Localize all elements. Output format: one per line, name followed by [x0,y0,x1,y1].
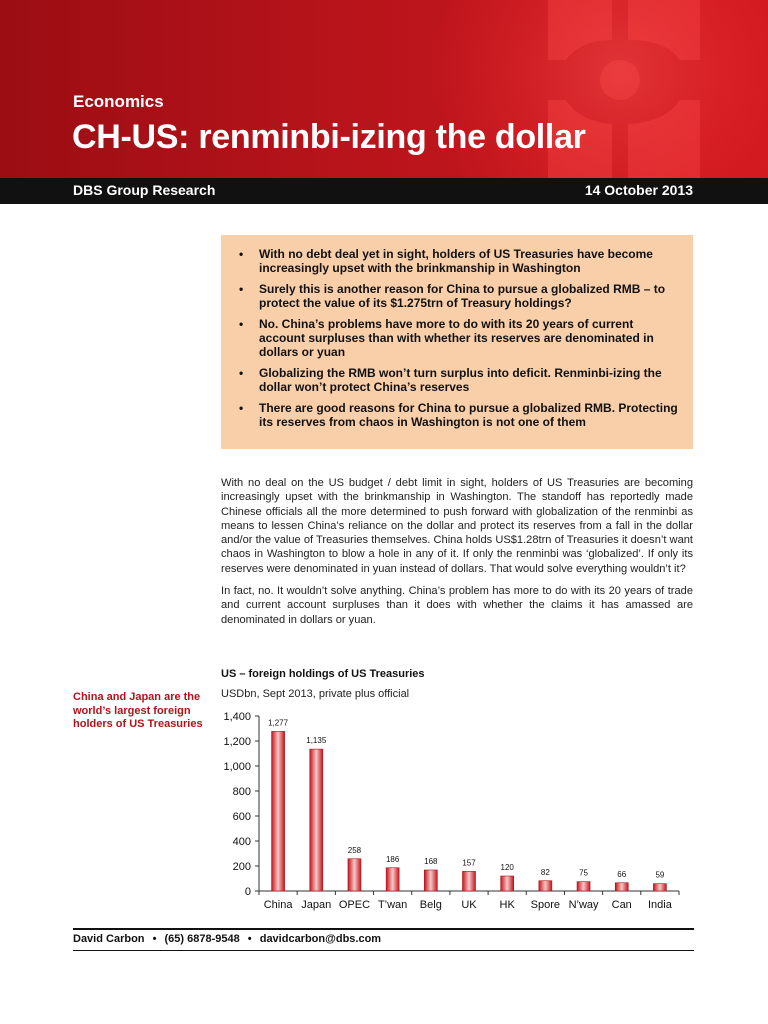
chart-sidenote: China and Japan are the world’s largest foreign holders of US Treasuries [73,691,203,730]
data-label: 186 [385,854,400,864]
bar-can [615,883,628,891]
report-header [0,0,768,178]
bullet-icon: • [239,401,244,415]
category-label: N’way [568,899,599,911]
title-band [0,178,768,204]
bar-china [272,731,285,891]
bar-uk [463,871,476,891]
category-label: China [263,899,293,911]
summary-bullet [235,317,681,359]
footer-divider-bottom [73,950,694,951]
body-paragraph: With no deal on the US budget / debt limit in sight, holders of US Treasuries are becoming increasingly upset with the brinkmanship in Washington. The standoff has reportedly made Chinese officials all the more determined to push forward with globalization of the renminbi as means to lessen China’s reliance on the dollar and protect its reserves from a fall in the dollar and/or the value of Treasuries themselves. China holds US$1.28trn of Treasuries it doesn’t want chaos in Washington to blow a hole in any of it. If only the renminbi was ‘globalized’. If only its reserves were denominated in yuan instead of dollars. That would solve everything wouldn’t it? [221,477,693,575]
category-label: HK [499,899,515,911]
bar-belg [424,870,437,891]
summary-bullet-text: No. China’s problems have more to do with its 20 years of current account surpluses than with whether its reserves are denominated in dollars or yuan [259,317,654,359]
footer-separator: • [247,933,252,945]
data-label: 66 [617,869,627,879]
organization-name: DBS Group Research [73,182,216,198]
category-label: Japan [301,899,332,911]
y-tick-label: 800 [232,786,251,798]
section-label: Economics [73,92,164,111]
category-label: OPEC [338,899,371,911]
bar-nway [577,882,590,891]
author-email[interactable]: davidcarbon@dbs.com [259,933,382,945]
y-tick-label: 600 [232,811,251,823]
bullet-icon: • [239,366,244,380]
y-tick-label: 1,400 [223,711,251,723]
summary-list [235,247,681,429]
summary-bullet [235,282,681,310]
summary-bullet-text: With no debt deal yet in sight, holders of US Treasuries have become increasingly upset with the brinkmanship in Washington [259,247,653,275]
summary-bullet [235,366,681,394]
summary-bullet [235,247,681,275]
bullet-icon: • [239,247,244,261]
bar-japan [310,749,323,891]
category-label: Belg [419,899,442,911]
bar-hk [501,876,514,891]
y-tick-label: 200 [232,861,251,873]
y-tick-label: 1,200 [223,736,251,748]
data-label: 75 [579,868,588,878]
data-label: 258 [347,845,362,855]
author-phone: (65) 6878-9548 [164,933,240,945]
data-label: 120 [500,863,514,872]
bar-india [653,884,666,891]
y-tick-label: 400 [232,836,251,848]
y-tick-label: 0 [244,886,251,898]
data-label: 82 [540,867,550,877]
data-label: 1,135 [306,736,327,746]
bullet-icon: • [239,282,244,296]
bar-twan [386,868,399,891]
author-name: David Carbon [73,933,145,945]
data-label: 168 [424,857,438,866]
author-footer [73,933,381,945]
category-label: UK [461,899,477,911]
bullet-icon: • [239,317,244,331]
data-label: 59 [655,870,665,880]
category-label: T’wan [377,899,408,911]
category-label: India [647,899,672,911]
bar-spore [539,881,552,891]
data-label: 1,277 [268,718,289,728]
chart-subtitle: USDbn, Sept 2013, private plus official [221,688,410,700]
y-tick-label: 1,000 [223,761,251,773]
page-title: CH-US: renminbi-izing the dollar [72,118,586,156]
treasury-holdings-bar-chart [215,706,695,916]
body-paragraph: In fact, no. It wouldn’t solve anything. China’s problem has more to do with its 20 years of trade and current account surpluses than it does with whether the claims it has amassed are denominated in dollars or yuan. [221,585,693,626]
summary-bullet-text: There are good reasons for China to pursue a globalized RMB. Protecting its reserves from chaos in Washington is not one of them [259,401,678,429]
category-label: Spore [530,899,561,911]
report-date: 14 October 2013 [584,182,693,198]
category-label: Can [611,899,632,911]
data-label: 157 [462,858,476,868]
summary-box [221,235,693,449]
footer-separator: • [152,933,157,945]
chart-title: US – foreign holdings of US Treasuries [221,668,425,680]
bar-opec [348,859,361,891]
summary-bullet [235,401,681,429]
article-body [221,476,693,635]
footer-divider-top [73,928,694,930]
summary-bullet-text: Globalizing the RMB won’t turn surplus into deficit. Renminbi-izing the dollar won’t protect China’s reserves [259,366,662,394]
summary-bullet-text: Surely this is another reason for China to pursue a globalized RMB – to protect the value of its $1.275trn of Treasury holdings? [259,282,666,310]
